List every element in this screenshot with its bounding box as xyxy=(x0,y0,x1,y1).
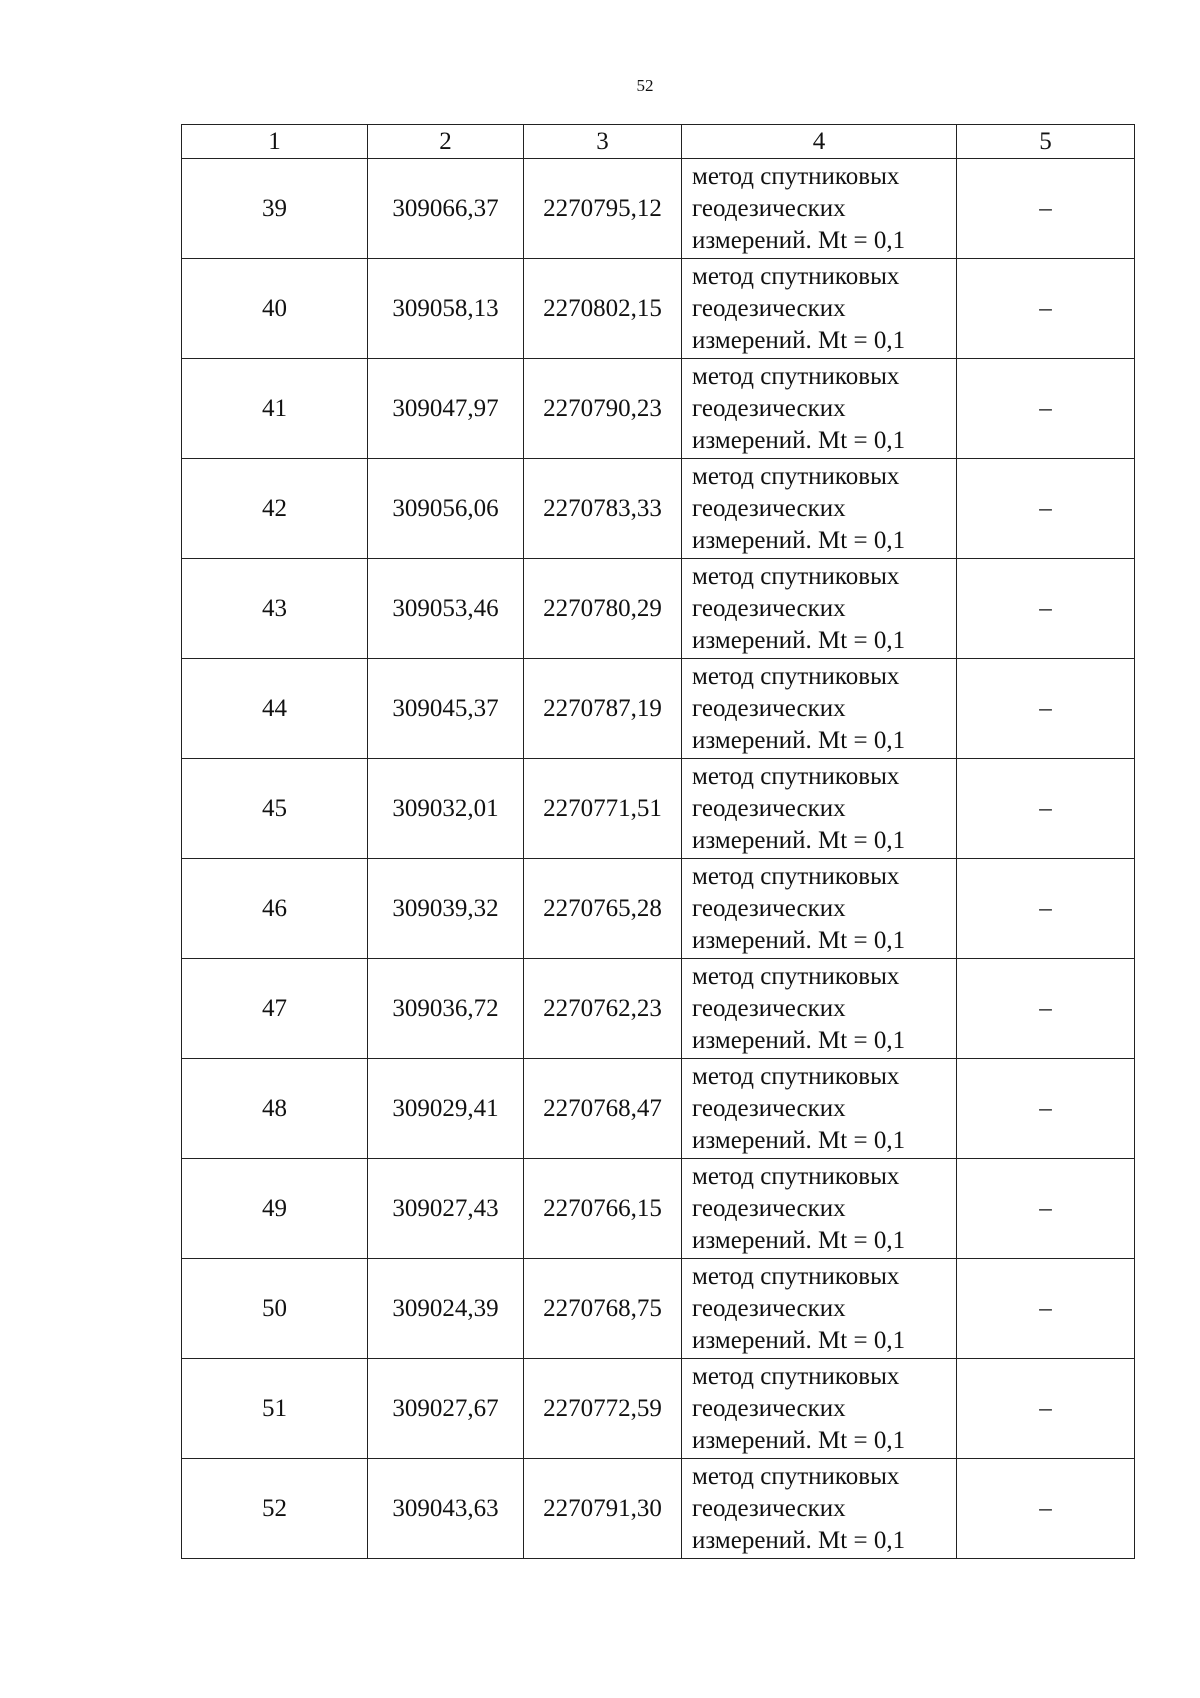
x-coordinate-cell: 309058,13 xyxy=(368,259,524,359)
y-coordinate-cell: 2270768,75 xyxy=(524,1259,682,1359)
point-number-cell: 44 xyxy=(182,659,368,759)
method-line: метод спутниковых xyxy=(692,862,900,890)
method-line: геодезических xyxy=(692,1094,846,1122)
note-cell: – xyxy=(957,159,1135,259)
table-row xyxy=(182,1359,1135,1459)
method-cell xyxy=(682,1259,957,1359)
method-line: измерений. Mt = 0,1 xyxy=(692,826,906,854)
table-row xyxy=(182,659,1135,759)
x-coordinate-cell: 309056,06 xyxy=(368,459,524,559)
method-line: метод спутниковых xyxy=(692,562,900,590)
method-cell xyxy=(682,859,957,959)
table-row xyxy=(182,359,1135,459)
method-line: метод спутниковых xyxy=(692,662,900,690)
method-line: геодезических xyxy=(692,494,846,522)
table-row xyxy=(182,1059,1135,1159)
method-cell xyxy=(682,1459,957,1559)
note-cell: – xyxy=(957,459,1135,559)
y-coordinate-cell: 2270790,23 xyxy=(524,359,682,459)
header-col-5: 5 xyxy=(957,125,1135,159)
method-line: метод спутниковых xyxy=(692,262,900,290)
note-cell: – xyxy=(957,1259,1135,1359)
method-line: измерений. Mt = 0,1 xyxy=(692,726,906,754)
coordinates-table xyxy=(181,124,1135,1559)
method-cell xyxy=(682,1159,957,1259)
y-coordinate-cell: 2270765,28 xyxy=(524,859,682,959)
y-coordinate-cell: 2270768,47 xyxy=(524,1059,682,1159)
method-line: геодезических xyxy=(692,1194,846,1222)
method-line: метод спутниковых xyxy=(692,1462,900,1490)
method-line: измерений. Mt = 0,1 xyxy=(692,426,906,454)
y-coordinate-cell: 2270787,19 xyxy=(524,659,682,759)
method-line: геодезических xyxy=(692,294,846,322)
x-coordinate-cell: 309027,43 xyxy=(368,1159,524,1259)
method-line: измерений. Mt = 0,1 xyxy=(692,326,906,354)
method-line: метод спутниковых xyxy=(692,462,900,490)
method-cell xyxy=(682,359,957,459)
method-line: геодезических xyxy=(692,394,846,422)
table-row xyxy=(182,1459,1135,1559)
header-col-3: 3 xyxy=(524,125,682,159)
point-number-cell: 48 xyxy=(182,1059,368,1159)
point-number-cell: 45 xyxy=(182,759,368,859)
method-cell xyxy=(682,759,957,859)
method-line: геодезических xyxy=(692,594,846,622)
method-line: метод спутниковых xyxy=(692,162,900,190)
x-coordinate-cell: 309036,72 xyxy=(368,959,524,1059)
page-number: 52 xyxy=(636,76,654,95)
method-line: метод спутниковых xyxy=(692,1362,900,1390)
point-number-cell: 40 xyxy=(182,259,368,359)
x-coordinate-cell: 309066,37 xyxy=(368,159,524,259)
method-line: геодезических xyxy=(692,694,846,722)
point-number-cell: 42 xyxy=(182,459,368,559)
table-row xyxy=(182,1259,1135,1359)
note-cell: – xyxy=(957,1059,1135,1159)
note-cell: – xyxy=(957,1359,1135,1459)
header-col-1: 1 xyxy=(182,125,368,159)
table-row xyxy=(182,759,1135,859)
x-coordinate-cell: 309032,01 xyxy=(368,759,524,859)
method-cell xyxy=(682,1059,957,1159)
method-line: измерений. Mt = 0,1 xyxy=(692,1526,906,1554)
table-row xyxy=(182,259,1135,359)
y-coordinate-cell: 2270762,23 xyxy=(524,959,682,1059)
table-row xyxy=(182,959,1135,1059)
method-cell xyxy=(682,959,957,1059)
method-line: геодезических xyxy=(692,994,846,1022)
note-cell: – xyxy=(957,859,1135,959)
point-number-cell: 52 xyxy=(182,1459,368,1559)
x-coordinate-cell: 309039,32 xyxy=(368,859,524,959)
note-cell: – xyxy=(957,659,1135,759)
point-number-cell: 47 xyxy=(182,959,368,1059)
table-row xyxy=(182,559,1135,659)
method-line: измерений. Mt = 0,1 xyxy=(692,1326,906,1354)
x-coordinate-cell: 309029,41 xyxy=(368,1059,524,1159)
point-number-cell: 49 xyxy=(182,1159,368,1259)
x-coordinate-cell: 309027,67 xyxy=(368,1359,524,1459)
x-coordinate-cell: 309045,37 xyxy=(368,659,524,759)
note-cell: – xyxy=(957,759,1135,859)
method-line: измерений. Mt = 0,1 xyxy=(692,226,906,254)
method-line: измерений. Mt = 0,1 xyxy=(692,626,906,654)
method-line: метод спутниковых xyxy=(692,362,900,390)
point-number-cell: 50 xyxy=(182,1259,368,1359)
x-coordinate-cell: 309024,39 xyxy=(368,1259,524,1359)
note-cell: – xyxy=(957,259,1135,359)
x-coordinate-cell: 309043,63 xyxy=(368,1459,524,1559)
method-line: геодезических xyxy=(692,194,846,222)
method-line: геодезических xyxy=(692,1494,846,1522)
y-coordinate-cell: 2270780,29 xyxy=(524,559,682,659)
method-line: геодезических xyxy=(692,1394,846,1422)
y-coordinate-cell: 2270772,59 xyxy=(524,1359,682,1459)
y-coordinate-cell: 2270795,12 xyxy=(524,159,682,259)
header-col-2: 2 xyxy=(368,125,524,159)
header-row xyxy=(182,125,1135,159)
y-coordinate-cell: 2270766,15 xyxy=(524,1159,682,1259)
method-cell xyxy=(682,659,957,759)
point-number-cell: 39 xyxy=(182,159,368,259)
y-coordinate-cell: 2270783,33 xyxy=(524,459,682,559)
table-header xyxy=(182,125,1135,159)
method-line: измерений. Mt = 0,1 xyxy=(692,526,906,554)
method-line: измерений. Mt = 0,1 xyxy=(692,1026,906,1054)
table-body xyxy=(182,159,1135,1559)
y-coordinate-cell: 2270791,30 xyxy=(524,1459,682,1559)
method-line: геодезических xyxy=(692,894,846,922)
method-line: измерений. Mt = 0,1 xyxy=(692,926,906,954)
point-number-cell: 46 xyxy=(182,859,368,959)
note-cell: – xyxy=(957,959,1135,1059)
y-coordinate-cell: 2270802,15 xyxy=(524,259,682,359)
header-col-4: 4 xyxy=(682,125,957,159)
method-line: метод спутниковых xyxy=(692,962,900,990)
note-cell: – xyxy=(957,1159,1135,1259)
method-cell xyxy=(682,259,957,359)
x-coordinate-cell: 309053,46 xyxy=(368,559,524,659)
point-number-cell: 41 xyxy=(182,359,368,459)
method-line: измерений. Mt = 0,1 xyxy=(692,1226,906,1254)
method-line: метод спутниковых xyxy=(692,1062,900,1090)
y-coordinate-cell: 2270771,51 xyxy=(524,759,682,859)
method-line: метод спутниковых xyxy=(692,1262,900,1290)
note-cell: – xyxy=(957,1459,1135,1559)
method-line: метод спутниковых xyxy=(692,1162,900,1190)
method-cell xyxy=(682,459,957,559)
table-row xyxy=(182,459,1135,559)
method-line: геодезических xyxy=(692,1294,846,1322)
method-cell xyxy=(682,559,957,659)
method-line: геодезических xyxy=(692,794,846,822)
table-row xyxy=(182,159,1135,259)
table-row xyxy=(182,859,1135,959)
method-cell xyxy=(682,159,957,259)
method-cell xyxy=(682,1359,957,1459)
x-coordinate-cell: 309047,97 xyxy=(368,359,524,459)
note-cell: – xyxy=(957,359,1135,459)
point-number-cell: 43 xyxy=(182,559,368,659)
method-line: измерений. Mt = 0,1 xyxy=(692,1126,906,1154)
method-line: метод спутниковых xyxy=(692,762,900,790)
table-row xyxy=(182,1159,1135,1259)
method-line: измерений. Mt = 0,1 xyxy=(692,1426,906,1454)
point-number-cell: 51 xyxy=(182,1359,368,1459)
note-cell: – xyxy=(957,559,1135,659)
